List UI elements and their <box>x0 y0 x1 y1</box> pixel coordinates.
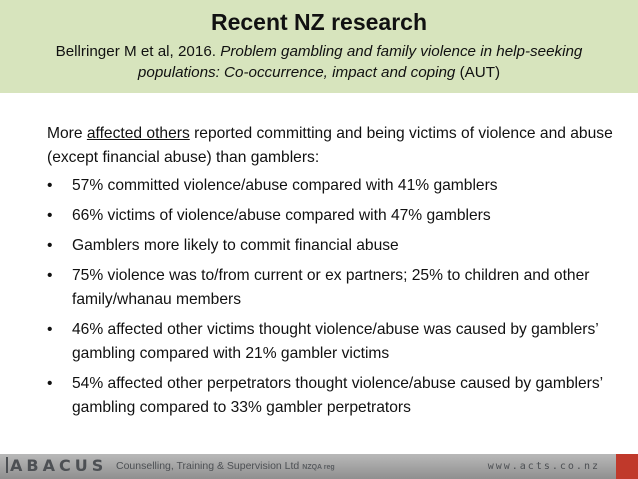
list-item <box>47 174 622 198</box>
bullet-icon: • <box>47 375 53 392</box>
bullet-text: 57% committed violence/abuse compared with 41% gamblers <box>72 177 498 194</box>
intro-prefix: More <box>47 125 87 142</box>
bullet-icon: • <box>47 267 53 284</box>
footer-accent-block <box>616 454 638 479</box>
slide-header <box>0 0 638 93</box>
intro-text <box>47 122 622 170</box>
list-item <box>47 372 622 420</box>
citation-authors: Bellringer M et al, 2016. <box>55 43 221 60</box>
bullet-icon: • <box>47 321 53 338</box>
nzqa-badge: NZQA reg <box>302 464 335 471</box>
footer-url: www.acts.co.nz <box>487 461 600 472</box>
slide-body <box>47 122 622 426</box>
citation-title: Problem gambling and family violence in help-seeking populations: Co-occurrence, impact and coping <box>137 43 583 81</box>
bullet-text: 75% violence was to/from current or ex partners; 25% to children and other family/whanau members <box>72 267 590 308</box>
bullet-text: 46% affected other victims thought violence/abuse was caused by gamblers’ gambling compared with 21% gambler victims <box>72 321 599 362</box>
logo-text: ABACUS <box>10 456 108 475</box>
bullet-icon: • <box>47 207 53 224</box>
citation <box>0 41 638 83</box>
slide-title: Recent NZ research <box>210 9 428 35</box>
intro-suffix: reported committing and being victims of violence and abuse (except financial abuse) than gamblers: <box>47 125 613 166</box>
abacus-logo <box>6 456 107 475</box>
list-item <box>47 318 622 366</box>
tagline-text: Counselling, Training & Supervision Ltd <box>116 460 300 472</box>
list-item <box>47 234 622 258</box>
list-item <box>47 264 622 312</box>
bullet-text: 66% victims of violence/abuse compared with 47% gamblers <box>72 207 491 224</box>
list-item <box>47 204 622 228</box>
bullet-list <box>47 174 622 420</box>
logo-bar-icon <box>6 457 8 473</box>
bullet-text: 54% affected other perpetrators thought violence/abuse caused by gamblers’ gambling compared to 33% gambler perpetrators <box>72 375 603 416</box>
footer-tagline <box>116 460 335 472</box>
citation-suffix: (AUT) <box>455 64 501 81</box>
bullet-icon: • <box>47 237 53 254</box>
bullet-icon: • <box>47 177 53 194</box>
footer-bar <box>0 454 638 479</box>
intro-underlined: affected others <box>86 125 190 142</box>
bullet-text: Gamblers more likely to commit financial abuse <box>72 237 399 254</box>
